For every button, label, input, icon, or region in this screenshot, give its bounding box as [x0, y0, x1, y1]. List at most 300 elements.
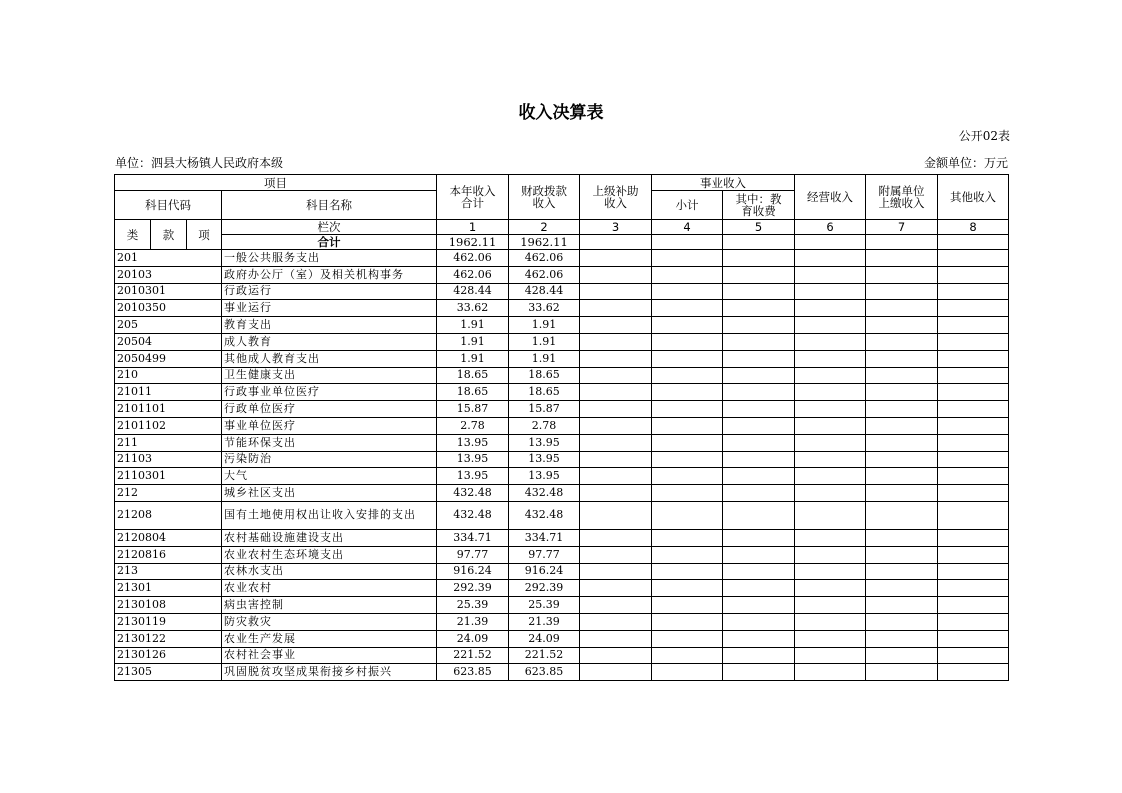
- row-empty-cell: [580, 529, 652, 546]
- row-empty-cell: [580, 300, 652, 317]
- row-empty-cell: [580, 333, 652, 350]
- row-c1: 334.71: [437, 529, 509, 546]
- row-empty-cell: [652, 434, 723, 451]
- row-code: 2130126: [115, 647, 222, 664]
- row-empty-cell: [723, 434, 795, 451]
- row-empty-cell: [938, 384, 1009, 401]
- row-empty-cell: [795, 563, 866, 580]
- row-empty-cell: [652, 468, 723, 485]
- row-empty-cell: [795, 250, 866, 267]
- row-empty-cell: [938, 401, 1009, 418]
- row-empty-cell: [795, 485, 866, 502]
- row-empty-cell: [580, 613, 652, 630]
- row-c2: 428.44: [509, 283, 580, 300]
- row-c1: 462.06: [437, 250, 509, 267]
- row-c1: 13.95: [437, 451, 509, 468]
- row-empty-cell: [723, 250, 795, 267]
- row-empty-cell: [580, 283, 652, 300]
- table-body: [115, 250, 1009, 681]
- row-empty-cell: [580, 451, 652, 468]
- table-row: [115, 529, 1009, 546]
- row-empty-cell: [795, 367, 866, 384]
- row-empty-cell: [795, 384, 866, 401]
- row-empty-cell: [580, 417, 652, 434]
- row-empty-cell: [938, 283, 1009, 300]
- row-c1: 292.39: [437, 580, 509, 597]
- row-empty-cell: [723, 501, 795, 529]
- row-empty-cell: [795, 501, 866, 529]
- row-name: 大气: [222, 468, 437, 485]
- row-code: 2130122: [115, 630, 222, 647]
- row-empty-cell: [652, 300, 723, 317]
- table-row: [115, 434, 1009, 451]
- table-row: [115, 485, 1009, 502]
- row-c2: 25.39: [509, 597, 580, 614]
- row-c1: 25.39: [437, 597, 509, 614]
- row-name: 事业单位医疗: [222, 417, 437, 434]
- header-c4: 小计: [652, 191, 723, 220]
- row-name: 防灾救灾: [222, 613, 437, 630]
- row-empty-cell: [652, 580, 723, 597]
- row-empty-cell: [866, 384, 938, 401]
- row-empty-cell: [652, 613, 723, 630]
- table-row: [115, 664, 1009, 681]
- row-c1: 623.85: [437, 664, 509, 681]
- table-row: [115, 384, 1009, 401]
- row-empty-cell: [866, 597, 938, 614]
- row-empty-cell: [866, 266, 938, 283]
- total-c1: 1962.11: [437, 235, 509, 250]
- row-c2: 24.09: [509, 630, 580, 647]
- row-code: 20103: [115, 266, 222, 283]
- row-empty-cell: [866, 451, 938, 468]
- row-c1: 2.78: [437, 417, 509, 434]
- row-empty-cell: [938, 266, 1009, 283]
- row-name: 教育支出: [222, 317, 437, 334]
- row-empty-cell: [652, 647, 723, 664]
- row-empty-cell: [795, 468, 866, 485]
- row-c1: 33.62: [437, 300, 509, 317]
- row-empty-cell: [866, 401, 938, 418]
- row-empty-cell: [580, 630, 652, 647]
- row-empty-cell: [652, 451, 723, 468]
- table-row: [115, 451, 1009, 468]
- row-empty-cell: [723, 546, 795, 563]
- row-c2: 462.06: [509, 266, 580, 283]
- row-c1: 18.65: [437, 384, 509, 401]
- total-c2: 1962.11: [509, 235, 580, 250]
- row-empty-cell: [723, 417, 795, 434]
- table-row: [115, 417, 1009, 434]
- row-empty-cell: [795, 401, 866, 418]
- row-empty-cell: [795, 350, 866, 367]
- row-empty-cell: [723, 468, 795, 485]
- row-c2: 1.91: [509, 350, 580, 367]
- row-name: 节能环保支出: [222, 434, 437, 451]
- row-empty-cell: [580, 401, 652, 418]
- row-c1: 432.48: [437, 501, 509, 529]
- row-c2: 462.06: [509, 250, 580, 267]
- row-empty-cell: [723, 384, 795, 401]
- header-kuan: 款: [151, 220, 187, 250]
- row-empty-cell: [866, 529, 938, 546]
- table-row: [115, 300, 1009, 317]
- row-c1: 432.48: [437, 485, 509, 502]
- row-empty-cell: [580, 266, 652, 283]
- row-c2: 18.65: [509, 384, 580, 401]
- header-c2: 财政拨款收入: [509, 175, 580, 220]
- row-name: 农业生产发展: [222, 630, 437, 647]
- row-code: 2130119: [115, 613, 222, 630]
- table-row: [115, 597, 1009, 614]
- row-name: 城乡社区支出: [222, 485, 437, 502]
- header-c5: 其中：教育收费: [723, 191, 795, 220]
- form-id: 公开02表: [958, 129, 1010, 143]
- row-empty-cell: [723, 664, 795, 681]
- row-empty-cell: [795, 630, 866, 647]
- row-empty-cell: [866, 417, 938, 434]
- row-empty-cell: [795, 613, 866, 630]
- row-code: 2050499: [115, 350, 222, 367]
- row-empty-cell: [938, 563, 1009, 580]
- row-empty-cell: [938, 468, 1009, 485]
- row-empty-cell: [580, 664, 652, 681]
- row-empty-cell: [723, 630, 795, 647]
- row-name: 巩固脱贫攻坚成果衔接乡村振兴: [222, 664, 437, 681]
- row-empty-cell: [795, 664, 866, 681]
- row-empty-cell: [795, 333, 866, 350]
- table-row: [115, 563, 1009, 580]
- row-empty-cell: [795, 317, 866, 334]
- row-c2: 292.39: [509, 580, 580, 597]
- table-row: [115, 350, 1009, 367]
- row-c1: 1.91: [437, 317, 509, 334]
- page-title: 收入决算表: [518, 103, 604, 123]
- header-c4-group: 事业收入: [652, 175, 795, 191]
- row-empty-cell: [580, 350, 652, 367]
- row-empty-cell: [866, 630, 938, 647]
- table-row: [115, 647, 1009, 664]
- table-row: [115, 580, 1009, 597]
- row-empty-cell: [938, 647, 1009, 664]
- row-name: 行政单位医疗: [222, 401, 437, 418]
- row-empty-cell: [723, 613, 795, 630]
- row-empty-cell: [866, 563, 938, 580]
- row-empty-cell: [938, 630, 1009, 647]
- row-empty-cell: [580, 434, 652, 451]
- row-empty-cell: [652, 597, 723, 614]
- row-empty-cell: [652, 266, 723, 283]
- row-code: 21103: [115, 451, 222, 468]
- row-code: 2120804: [115, 529, 222, 546]
- row-code: 205: [115, 317, 222, 334]
- row-empty-cell: [866, 300, 938, 317]
- row-empty-cell: [866, 664, 938, 681]
- row-name: 政府办公厅（室）及相关机构事务: [222, 266, 437, 283]
- row-c1: 1.91: [437, 333, 509, 350]
- row-c1: 221.52: [437, 647, 509, 664]
- col-num-4: 4: [652, 220, 723, 235]
- row-empty-cell: [938, 333, 1009, 350]
- row-name: 病虫害控制: [222, 597, 437, 614]
- row-empty-cell: [652, 250, 723, 267]
- row-empty-cell: [723, 350, 795, 367]
- row-empty-cell: [723, 317, 795, 334]
- table-row: [115, 401, 1009, 418]
- row-c1: 1.91: [437, 350, 509, 367]
- row-empty-cell: [795, 451, 866, 468]
- row-empty-cell: [580, 367, 652, 384]
- row-empty-cell: [723, 485, 795, 502]
- row-empty-cell: [652, 367, 723, 384]
- row-empty-cell: [866, 647, 938, 664]
- row-empty-cell: [795, 266, 866, 283]
- row-c1: 428.44: [437, 283, 509, 300]
- table-row: [115, 613, 1009, 630]
- col-num-2: 2: [509, 220, 580, 235]
- row-empty-cell: [723, 563, 795, 580]
- row-c2: 21.39: [509, 613, 580, 630]
- row-empty-cell: [652, 350, 723, 367]
- row-empty-cell: [938, 434, 1009, 451]
- row-empty-cell: [938, 417, 1009, 434]
- row-empty-cell: [938, 580, 1009, 597]
- row-c1: 462.06: [437, 266, 509, 283]
- row-empty-cell: [795, 529, 866, 546]
- row-code: 201: [115, 250, 222, 267]
- row-empty-cell: [938, 529, 1009, 546]
- row-empty-cell: [580, 580, 652, 597]
- header-c7: 附属单位上缴收入: [866, 175, 938, 220]
- table-row: [115, 283, 1009, 300]
- row-empty-cell: [723, 647, 795, 664]
- table-row: [115, 317, 1009, 334]
- header-lanci: 栏次: [222, 220, 437, 235]
- row-code: 211: [115, 434, 222, 451]
- row-empty-cell: [652, 333, 723, 350]
- row-c2: 1.91: [509, 317, 580, 334]
- row-empty-cell: [723, 283, 795, 300]
- row-empty-cell: [866, 613, 938, 630]
- row-name: 其他成人教育支出: [222, 350, 437, 367]
- row-empty-cell: [723, 300, 795, 317]
- row-empty-cell: [652, 529, 723, 546]
- row-c2: 432.48: [509, 485, 580, 502]
- row-code: 213: [115, 563, 222, 580]
- row-c1: 97.77: [437, 546, 509, 563]
- row-empty-cell: [652, 317, 723, 334]
- row-empty-cell: [866, 333, 938, 350]
- income-table: [114, 174, 1009, 681]
- row-empty-cell: [652, 563, 723, 580]
- row-code: 2010350: [115, 300, 222, 317]
- row-c2: 2.78: [509, 417, 580, 434]
- row-name: 污染防治: [222, 451, 437, 468]
- row-name: 行政运行: [222, 283, 437, 300]
- row-empty-cell: [938, 485, 1009, 502]
- row-empty-cell: [723, 367, 795, 384]
- row-code: 2101102: [115, 417, 222, 434]
- row-empty-cell: [580, 563, 652, 580]
- col-num-6: 6: [795, 220, 866, 235]
- row-empty-cell: [580, 468, 652, 485]
- row-name: 农业农村: [222, 580, 437, 597]
- row-name: 农村基础设施建设支出: [222, 529, 437, 546]
- row-code: 21208: [115, 501, 222, 529]
- table-row: [115, 367, 1009, 384]
- row-c1: 15.87: [437, 401, 509, 418]
- row-empty-cell: [938, 250, 1009, 267]
- row-c1: 21.39: [437, 613, 509, 630]
- row-name: 农村社会事业: [222, 647, 437, 664]
- row-empty-cell: [723, 580, 795, 597]
- row-empty-cell: [795, 434, 866, 451]
- row-empty-cell: [866, 434, 938, 451]
- row-empty-cell: [866, 367, 938, 384]
- row-empty-cell: [580, 546, 652, 563]
- row-c2: 15.87: [509, 401, 580, 418]
- row-empty-cell: [866, 468, 938, 485]
- header-code: 科目代码: [115, 191, 222, 220]
- row-empty-cell: [652, 283, 723, 300]
- row-code: 2110301: [115, 468, 222, 485]
- row-empty-cell: [795, 283, 866, 300]
- row-name: 国有土地使用权出让收入安排的支出: [222, 501, 437, 529]
- row-code: 21305: [115, 664, 222, 681]
- row-name: 农业农村生态环境支出: [222, 546, 437, 563]
- row-empty-cell: [938, 300, 1009, 317]
- row-empty-cell: [723, 451, 795, 468]
- col-num-7: 7: [866, 220, 938, 235]
- row-name: 事业运行: [222, 300, 437, 317]
- col-num-5: 5: [723, 220, 795, 235]
- table-row: [115, 468, 1009, 485]
- unit-label: 单位：泗县大杨镇人民政府本级: [115, 156, 284, 170]
- row-empty-cell: [938, 317, 1009, 334]
- row-empty-cell: [652, 501, 723, 529]
- row-empty-cell: [938, 597, 1009, 614]
- row-c1: 916.24: [437, 563, 509, 580]
- row-c2: 13.95: [509, 451, 580, 468]
- row-c1: 13.95: [437, 468, 509, 485]
- row-empty-cell: [652, 485, 723, 502]
- row-empty-cell: [580, 384, 652, 401]
- row-empty-cell: [580, 647, 652, 664]
- row-empty-cell: [938, 501, 1009, 529]
- row-empty-cell: [723, 333, 795, 350]
- row-empty-cell: [580, 485, 652, 502]
- row-name: 农林水支出: [222, 563, 437, 580]
- row-empty-cell: [866, 546, 938, 563]
- row-code: 2120816: [115, 546, 222, 563]
- row-empty-cell: [580, 597, 652, 614]
- header-c3: 上级补助收入: [580, 175, 652, 220]
- header-project: 项目: [115, 175, 437, 191]
- row-empty-cell: [652, 664, 723, 681]
- row-name: 成人教育: [222, 333, 437, 350]
- row-empty-cell: [652, 417, 723, 434]
- row-empty-cell: [723, 597, 795, 614]
- row-empty-cell: [866, 501, 938, 529]
- row-c2: 623.85: [509, 664, 580, 681]
- row-c2: 221.52: [509, 647, 580, 664]
- row-empty-cell: [866, 250, 938, 267]
- row-empty-cell: [652, 546, 723, 563]
- table-row: [115, 630, 1009, 647]
- row-empty-cell: [795, 580, 866, 597]
- row-c2: 1.91: [509, 333, 580, 350]
- table-row: [115, 546, 1009, 563]
- row-c2: 18.65: [509, 367, 580, 384]
- header-c1: 本年收入合计: [437, 175, 509, 220]
- row-empty-cell: [723, 401, 795, 418]
- row-empty-cell: [866, 283, 938, 300]
- row-code: 210: [115, 367, 222, 384]
- row-empty-cell: [795, 300, 866, 317]
- col-num-1: 1: [437, 220, 509, 235]
- table-row: [115, 333, 1009, 350]
- row-empty-cell: [866, 580, 938, 597]
- row-empty-cell: [938, 367, 1009, 384]
- total-label: 合计: [222, 235, 437, 250]
- header-c8: 其他收入: [938, 175, 1009, 220]
- row-empty-cell: [795, 546, 866, 563]
- row-empty-cell: [652, 401, 723, 418]
- row-code: 212: [115, 485, 222, 502]
- col-num-3: 3: [580, 220, 652, 235]
- row-empty-cell: [723, 266, 795, 283]
- row-empty-cell: [866, 317, 938, 334]
- header-xiang: 项: [187, 220, 222, 250]
- row-empty-cell: [938, 350, 1009, 367]
- header-name: 科目名称: [222, 191, 437, 220]
- row-empty-cell: [652, 630, 723, 647]
- row-empty-cell: [723, 529, 795, 546]
- row-empty-cell: [866, 485, 938, 502]
- row-empty-cell: [795, 597, 866, 614]
- row-empty-cell: [580, 250, 652, 267]
- row-name: 一般公共服务支出: [222, 250, 437, 267]
- row-code: 21011: [115, 384, 222, 401]
- row-name: 行政事业单位医疗: [222, 384, 437, 401]
- row-c1: 13.95: [437, 434, 509, 451]
- row-empty-cell: [652, 384, 723, 401]
- table-row: [115, 501, 1009, 529]
- row-c2: 916.24: [509, 563, 580, 580]
- table-row: [115, 266, 1009, 283]
- row-c2: 432.48: [509, 501, 580, 529]
- col-num-8: 8: [938, 220, 1009, 235]
- row-name: 卫生健康支出: [222, 367, 437, 384]
- row-empty-cell: [938, 451, 1009, 468]
- header-c6: 经营收入: [795, 175, 866, 220]
- row-c2: 97.77: [509, 546, 580, 563]
- row-empty-cell: [938, 546, 1009, 563]
- row-empty-cell: [580, 501, 652, 529]
- row-empty-cell: [938, 613, 1009, 630]
- row-code: 20504: [115, 333, 222, 350]
- header-lei: 类: [115, 220, 151, 250]
- row-empty-cell: [580, 317, 652, 334]
- row-c1: 18.65: [437, 367, 509, 384]
- row-c2: 33.62: [509, 300, 580, 317]
- row-empty-cell: [938, 664, 1009, 681]
- table-row: [115, 250, 1009, 267]
- row-c1: 24.09: [437, 630, 509, 647]
- row-c2: 13.95: [509, 468, 580, 485]
- row-empty-cell: [795, 647, 866, 664]
- row-code: 2010301: [115, 283, 222, 300]
